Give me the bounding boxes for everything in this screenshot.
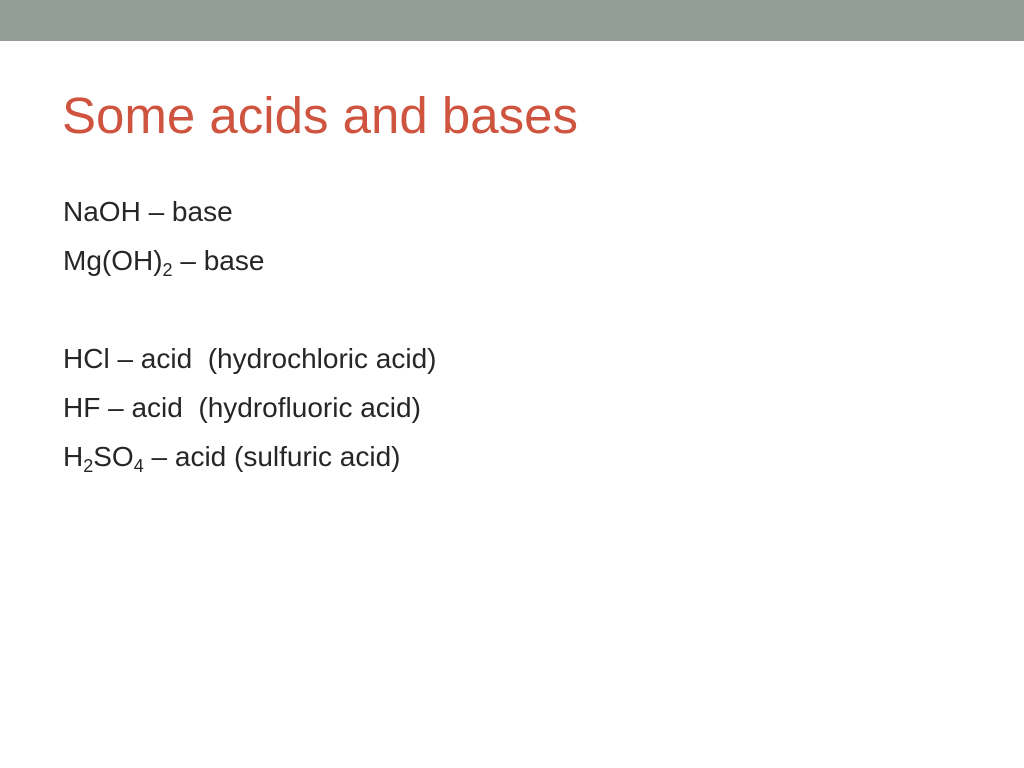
desc-hcl: – acid (hydrochloric acid) [109,343,437,374]
acid-line-hcl [63,334,963,383]
desc-naoh: – base [140,196,233,227]
formula-h2so4-h: H [63,441,84,472]
slide-title: Some acids and bases [62,87,578,144]
desc-hf: – acid (hydrofluoric acid) [100,392,421,423]
formula-h2so4-sub-2: 2 [83,456,94,476]
acid-line-h2so4 [63,432,963,481]
formula-hcl: HCl [63,343,110,374]
formula-h2so4-sub-4: 4 [133,456,144,476]
desc-mgoh2: – base [172,245,265,276]
base-line-mgoh2 [63,236,963,285]
formula-hf: HF [63,392,101,423]
formula-naoh: NaOH [63,196,141,227]
formula-mgoh2-main: Mg(OH) [63,245,163,276]
base-line-naoh [63,187,963,236]
desc-h2so4: – acid (sulfuric acid) [143,441,401,472]
slide-body [63,187,963,481]
top-accent-bar [0,0,1024,41]
spacer [63,285,963,334]
formula-h2so4-so: SO [93,441,134,472]
acid-line-hf [63,383,963,432]
formula-mgoh2-subscript: 2 [162,260,173,280]
